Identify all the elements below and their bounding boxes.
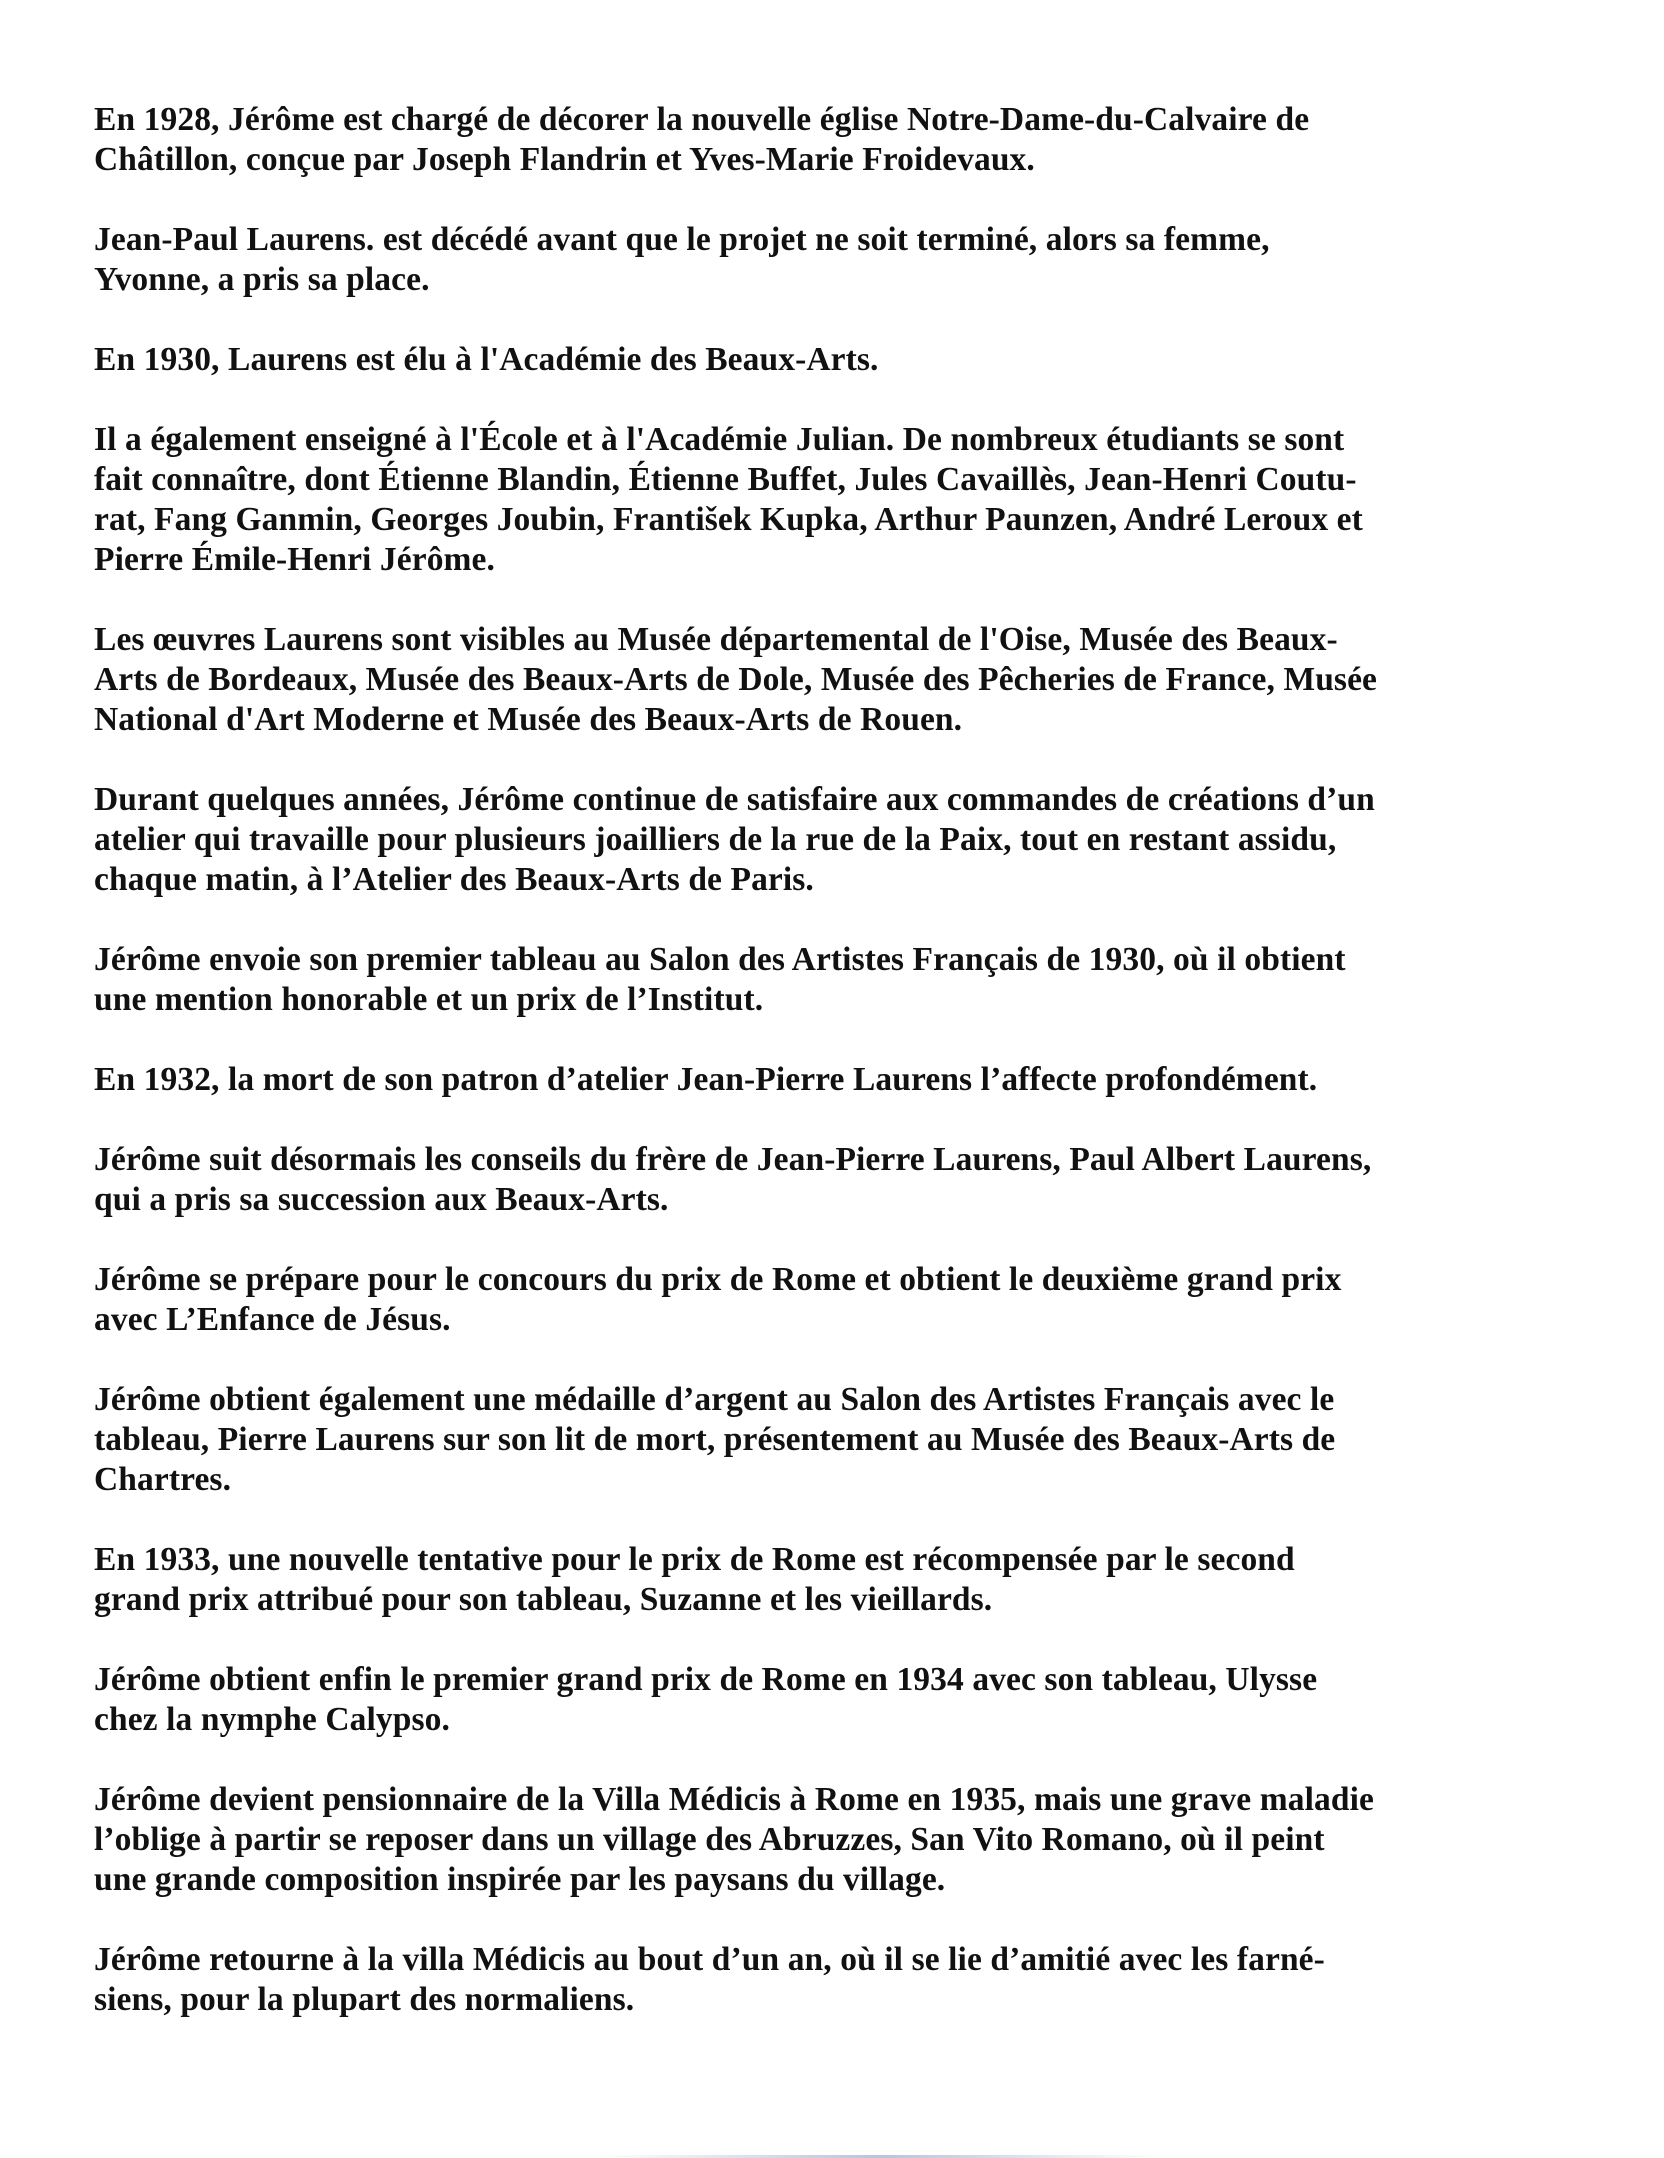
paragraph-6: Durant quelques années, Jérôme continue de satisfaire aux commandes de créations d’un atelier qui travaille pour plusieurs joailliers de la rue de la Paix, tout en restant assidu, chaque matin, à l’Atelier des Beaux-Arts de Paris. <box>94 781 1375 898</box>
paragraph-15: Jérôme retourne à la villa Médicis au bout d’un an, où il se lie d’amitié avec les farné- siens, pour la plupart des normaliens. <box>94 1941 1325 2018</box>
paragraph-14: Jérôme devient pensionnaire de la Villa Médicis à Rome en 1935, mais une grave maladie l’oblige à partir se reposer dans un village des Abruzzes, San Vito Romano, où il peint une grande composition inspirée par les paysans du village. <box>94 1781 1374 1898</box>
document-body <box>94 100 1566 2020</box>
paragraph-12: En 1933, une nouvelle tentative pour le prix de Rome est récompensée par le second grand prix attribué pour son tableau, Suzanne et les vieillards. <box>94 1541 1295 1618</box>
paragraph-13: Jérôme obtient enfin le premier grand prix de Rome en 1934 avec son tableau, Ulysse chez la nymphe Calypso. <box>94 1661 1318 1738</box>
paragraph-9: Jérôme suit désormais les conseils du frère de Jean-Pierre Laurens, Paul Albert Laurens, qui a pris sa succession aux Beaux-Arts. <box>94 1141 1372 1218</box>
paragraph-1: En 1928, Jérôme est chargé de décorer la nouvelle église Notre-Dame-du-Calvaire de Châtillon, conçue par Joseph Flandrin et Yves-Marie Froidevaux. <box>94 101 1310 178</box>
paragraph-2: Jean-Paul Laurens. est décédé avant que le projet ne soit terminé, alors sa femme, Yvonne, a pris sa place. <box>94 221 1270 298</box>
paragraph-10: Jérôme se prépare pour le concours du prix de Rome et obtient le deuxième grand prix avec L’Enfance de Jésus. <box>94 1261 1342 1338</box>
paragraph-5: Les œuvres Laurens sont visibles au Musée départemental de l'Oise, Musée des Beaux- Arts de Bordeaux, Musée des Beaux-Arts de Dole, Musée des Pêcheries de France, Musée National d'Art Moderne et Musée des Beaux-Arts de Rouen. <box>94 621 1378 738</box>
paragraph-11: Jérôme obtient également une médaille d’argent au Salon des Artistes Français avec le tableau, Pierre Laurens sur son lit de mort, présentement au Musée des Beaux-Arts de Chartres. <box>94 1381 1336 1498</box>
paragraph-3: En 1930, Laurens est élu à l'Académie des Beaux-Arts. <box>94 341 879 378</box>
paragraph-7: Jérôme envoie son premier tableau au Salon des Artistes Français de 1930, où il obtient une mention honorable et un prix de l’Institut. <box>94 941 1346 1018</box>
paragraph-8: En 1932, la mort de son patron d’atelier Jean-Pierre Laurens l’affecte profondément. <box>94 1061 1318 1098</box>
paragraph-4: Il a également enseigné à l'École et à l'Académie Julian. De nombreux étudiants se sont fait connaître, dont Étienne Blandin, Étienne Buffet, Jules Cavaillès, Jean-Henri Coutu- rat, Fang Ganmin, Georges Joubin, František Kupka, Arthur Paunzen, André Leroux et Pierre Émile-Henri Jérôme. <box>94 421 1363 578</box>
